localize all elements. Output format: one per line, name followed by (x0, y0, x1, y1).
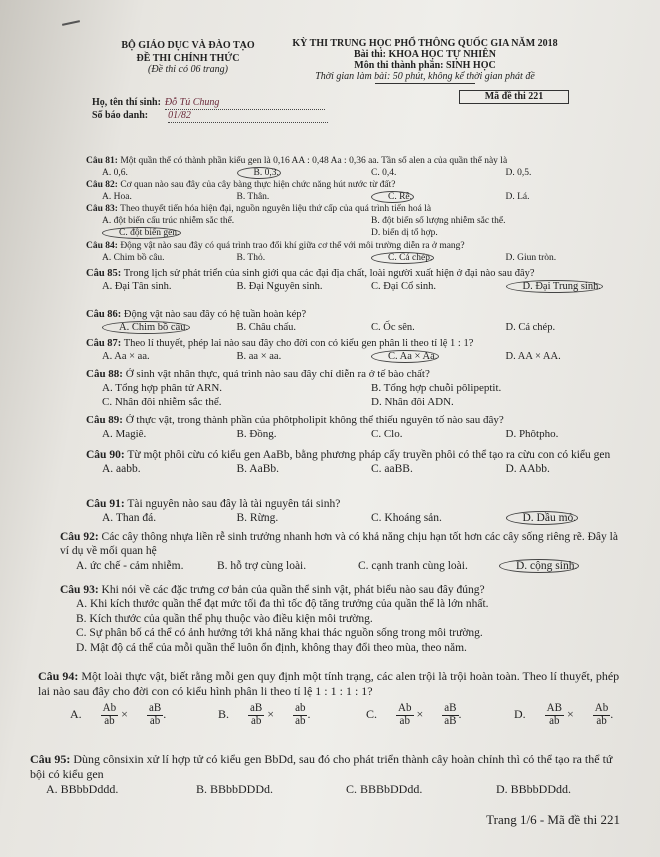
option-c[interactable]: C. cạnh tranh cùng loài. (358, 559, 468, 572)
option-d[interactable]: D. $\frac{AB}{ab}$ × $\frac{Ab}{ab}$ . (482, 703, 630, 727)
option-a[interactable]: A. Tổng hợp phân tử ARN. (102, 381, 223, 394)
option-a[interactable]: A. Khi kích thước quần thể đạt mức tối đa thì tốc độ tăng trưởng của quần thể là lớn nhất. (76, 598, 489, 611)
option-d[interactable]: D. Mật độ cá thể của mỗi quần thể luôn ổn định, không thay đổi theo mùa, theo năm. (76, 641, 467, 654)
question-number: Câu 83: (86, 204, 118, 214)
option-c[interactable]: C. Nhân đôi nhiễm sắc thể. (102, 395, 222, 408)
question-86 (86, 308, 624, 334)
question-89 (86, 414, 624, 442)
time-note: Thời gian làm bài: 50 phút, không kể thời gian phát đề (315, 71, 535, 82)
question-81 (86, 156, 624, 180)
option-c[interactable]: C. 0,4. (371, 167, 397, 178)
option-d[interactable]: D. Lá. (505, 191, 530, 202)
option-a[interactable]: A. ức chế - cảm nhiễm. (76, 559, 184, 572)
option-b[interactable]: B. BBbbDDDd. (196, 782, 274, 796)
question-number: Câu 84: (86, 241, 118, 251)
option-a[interactable]: A. đột biến cấu trúc nhiễm sắc thể. (102, 215, 235, 226)
question-stem: Từ một phôi cừu có kiểu gen AaBb, bằng phương pháp cấy truyền phôi có thể tạo ra cừu con có kiểu gen (127, 449, 611, 461)
denominator: ab (399, 714, 410, 727)
question-82 (86, 180, 624, 204)
option-c-text: C. đột biến gen. (102, 227, 181, 239)
option-d[interactable]: D. Giun tròn. (505, 252, 557, 263)
test-name: Bài thi: KHOA HỌC TỰ NHIÊN (354, 49, 496, 60)
question-stem: Theo thuyết tiến hóa hiện đại, nguồn nguyên liệu thứ cấp của quá trình tiến hoá là (120, 204, 432, 214)
question-83 (86, 204, 624, 240)
candidate-info (92, 97, 328, 123)
question-stem: Động vật nào sau đây có quá trình trao đổi khí giữa cơ thể với môi trường diễn ra ở mang? (120, 241, 465, 251)
option-a[interactable]: A. aabb. (102, 463, 141, 476)
option-d[interactable]: D. 0,5. (505, 167, 532, 178)
fraction (85, 703, 118, 727)
option-a[interactable] (86, 321, 221, 334)
option-d[interactable]: D. Nhân đôi ADN. (371, 395, 454, 408)
numerator: aB (250, 702, 263, 714)
question-number: Câu 93: (60, 584, 99, 596)
fraction (232, 703, 264, 727)
question-number: Câu 86: (86, 309, 122, 320)
numerator: aB (148, 702, 162, 714)
option-b[interactable]: B. $\frac{aB}{ab}$ × $\frac{ab}{ab}$ . (186, 703, 334, 727)
option-c[interactable] (355, 253, 490, 265)
option-b[interactable]: B. Thân. (236, 191, 270, 202)
option-c-text: C. Aa × Aa. (371, 350, 439, 363)
option-a[interactable]: A. Magiê. (102, 427, 147, 440)
question-stem: Cơ quan nào sau đây của cây bàng thực hiện chức năng hút nước từ đất? (120, 180, 396, 190)
question-stem: Tài nguyên nào sau đây là tài nguyên tái sinh? (127, 498, 341, 510)
option-b[interactable]: B. Đồng. (236, 427, 277, 440)
exam-code-box: Mã đề thi 221 (459, 90, 569, 104)
pages-note: (Đề thi có 06 trang) (148, 64, 228, 75)
option-c[interactable]: C. Đại Cổ sinh. (371, 281, 437, 293)
option-b[interactable]: B. Rừng. (236, 512, 279, 525)
option-d[interactable] (483, 559, 624, 573)
numerator: aB (444, 702, 457, 714)
option-c[interactable]: C. Khoáng sản. (371, 512, 442, 525)
denominator: ab (549, 714, 560, 727)
question-number: Câu 91: (86, 498, 125, 510)
question-95 (30, 752, 630, 797)
denominator: ab (104, 714, 115, 727)
option-d[interactable]: D. Phôtpho. (505, 427, 559, 440)
option-d[interactable]: D. BBbbDDdd. (496, 782, 572, 796)
question-91 (86, 497, 624, 526)
question-stem: Một loài thực vật, biết rằng mỗi gen quy định một tính trạng, các alen trội là trội hoàn toàn. Theo lí thuyết, phép lai nào sau đây cho đời con có kiểu hình phân li theo tỉ lệ 1 : 1 : 1 : 1? (38, 669, 620, 698)
question-stem: Các cây thông nhựa liền rễ sinh trưởng nhanh hơn và có khả năng chịu hạn tốt hơn các cây sống riêng rẽ. Đây là ví dụ về mối quan hệ (60, 531, 618, 558)
option-c[interactable] (86, 228, 355, 240)
option-c[interactable] (355, 350, 490, 363)
fraction (380, 703, 413, 727)
option-b[interactable] (221, 168, 356, 180)
option-d-text: D. Dầu mỏ. (506, 511, 579, 525)
option-a[interactable]: A. $\frac{Ab}{ab}$ × $\frac{aB}{ab}$ . (38, 703, 186, 727)
option-a[interactable]: A. Đại Tân sinh. (102, 281, 172, 293)
option-a[interactable]: A. Hoa. (102, 191, 132, 202)
numerator: AB (546, 702, 562, 714)
option-b[interactable]: B. Kích thước của quần thể phụ thuộc vào điều kiện môi trường. (76, 612, 373, 625)
question-number: Câu 94: (38, 669, 79, 683)
fraction (426, 703, 458, 727)
option-d[interactable] (490, 280, 625, 293)
question-88 (86, 368, 624, 409)
option-c[interactable] (355, 192, 490, 204)
question-number: Câu 87: (86, 338, 122, 349)
option-d[interactable]: D. biến dị tổ hợp. (371, 227, 438, 238)
exam-name: KỲ THI TRUNG HỌC PHỔ THÔNG QUỐC GIA NĂM 2018 (292, 38, 558, 49)
pen-mark (62, 20, 80, 26)
option-d[interactable]: D. AAbb. (505, 463, 550, 476)
question-stem: Ở thực vật, trong thành phần của phôtpholipit không thể thiếu nguyên tố nào sau đây? (125, 414, 504, 426)
question-92 (60, 530, 624, 573)
option-d-text: D. Đại Trung sinh. (506, 280, 603, 293)
question-number: Câu 90: (86, 449, 125, 461)
question-87 (86, 337, 624, 363)
option-letter: C. (366, 706, 378, 721)
denominator: aB (444, 714, 457, 727)
option-c[interactable]: C. aaBB. (371, 463, 413, 476)
option-c[interactable]: C. $\frac{Ab}{ab}$ × $\frac{aB}{aB}$ . (334, 703, 482, 727)
numerator: ab (295, 702, 306, 714)
header-right (275, 38, 575, 84)
option-a[interactable]: A. 0,6. (102, 167, 128, 178)
option-b[interactable]: B. Tổng hợp chuỗi pôlipeptit. (371, 381, 502, 394)
header-underline (375, 83, 475, 84)
option-letter: B. (218, 706, 230, 721)
subject-name: Môn thi thành phần: SINH HỌC (354, 60, 496, 71)
question-number: Câu 85: (86, 268, 122, 279)
option-b[interactable]: B. đột biến số lượng nhiễm sắc thể. (371, 215, 506, 226)
option-b[interactable]: B. Đại Nguyên sinh. (236, 281, 323, 293)
question-stem: Theo lí thuyết, phép lai nào sau đây cho đời con có kiểu gen phân li theo tỉ lệ 1 : 1? (123, 338, 474, 349)
fraction (529, 703, 564, 727)
numerator: Ab (398, 702, 412, 714)
fraction (277, 703, 307, 727)
option-d-text: D. cộng sinh. (499, 559, 579, 573)
option-b[interactable]: B. AaBb. (236, 463, 279, 476)
question-stem: Khi nói về các đặc trưng cơ bản của quần thể sinh vật, phát biểu nào sau đây đúng? (101, 584, 485, 596)
ministry-name: BỘ GIÁO DỤC VÀ ĐÀO TẠO (121, 40, 255, 51)
question-stem: Một quần thể có thành phần kiểu gen là 0,16 AA : 0,48 Aa : 0,36 aa. Tần số alen a của quần thể này là (120, 156, 508, 166)
id-value: 01/82 (168, 110, 328, 123)
fraction (131, 703, 163, 727)
option-b[interactable]: B. Thỏ. (236, 252, 266, 263)
question-number: Câu 88: (86, 368, 123, 380)
name-label: Họ, tên thí sinh: (92, 97, 161, 108)
option-a-text: A. Chim bồ câu. (102, 321, 190, 334)
option-b[interactable]: B. hỗ trợ cùng loài. (217, 559, 307, 572)
option-b[interactable]: B. Châu chấu. (236, 322, 296, 334)
question-stem: Dùng cônsixin xử lí hợp tử có kiểu gen BbDd, sau đó cho phát triển thành cây hoàn chỉnh thì có thể tạo ra thể tứ bội có kiểu gen (30, 752, 613, 781)
option-d[interactable]: D. AA × AA. (505, 351, 561, 363)
option-a[interactable]: A. BBbbDddd. (46, 782, 119, 796)
question-85 (86, 267, 624, 293)
denominator: ab (149, 714, 161, 727)
question-number: Câu 92: (60, 531, 99, 543)
question-number: Câu 81: (86, 156, 118, 166)
question-number: Câu 89: (86, 414, 123, 426)
question-stem: Ở sinh vật nhân thực, quá trình nào sau đây chỉ diễn ra ở tế bào chất? (125, 368, 430, 380)
name-value: Đỗ Tú Chung (165, 97, 325, 110)
question-stem: Trong lịch sử phát triển của sinh giới qua các đại địa chất, loài người xuất hiện ở đại nào sau đây? (123, 268, 535, 279)
header-left (108, 40, 268, 75)
option-b-text: B. 0,3. (237, 167, 281, 179)
option-d[interactable]: D. Cá chép. (505, 322, 556, 334)
option-a[interactable]: A. Than đá. (102, 512, 157, 525)
option-c-text: C. Rễ. (371, 191, 414, 203)
numerator: Ab (102, 702, 117, 714)
numerator: Ab (594, 702, 609, 714)
question-94 (38, 669, 630, 727)
page-footer: Trang 1/6 - Mã đề thi 221 (486, 812, 620, 827)
option-c[interactable]: C. BBBbDDdd. (346, 782, 423, 796)
denominator: ab (295, 714, 306, 727)
option-a[interactable]: A. Aa × aa. (102, 351, 150, 363)
official-label: ĐỀ THI CHÍNH THỨC (136, 53, 240, 64)
option-d[interactable] (490, 511, 625, 525)
question-number: Câu 95: (30, 752, 71, 766)
question-84 (86, 241, 624, 265)
option-letter: A. (70, 706, 82, 721)
option-c-text: C. Cá chép. (371, 252, 434, 264)
option-letter: D. (514, 706, 526, 721)
fraction (577, 703, 610, 727)
option-c[interactable]: C. Clo. (371, 427, 403, 440)
id-label: Số báo danh: (92, 110, 149, 121)
question-stem: Động vật nào sau đây có hệ tuần hoàn kép? (123, 309, 307, 320)
question-number: Câu 82: (86, 180, 118, 190)
denominator: ab (250, 714, 262, 727)
denominator: ab (596, 714, 607, 727)
question-90 (86, 448, 624, 477)
option-c[interactable]: C. Ốc sên. (371, 322, 415, 334)
option-b[interactable]: B. aa × aa. (236, 351, 282, 363)
option-c[interactable]: C. Sự phân bố cá thể có ảnh hưởng tới khả năng khai thác nguồn sống trong môi trường. (76, 627, 483, 640)
question-93 (60, 583, 624, 655)
option-a[interactable]: A. Chim bồ câu. (102, 252, 165, 263)
